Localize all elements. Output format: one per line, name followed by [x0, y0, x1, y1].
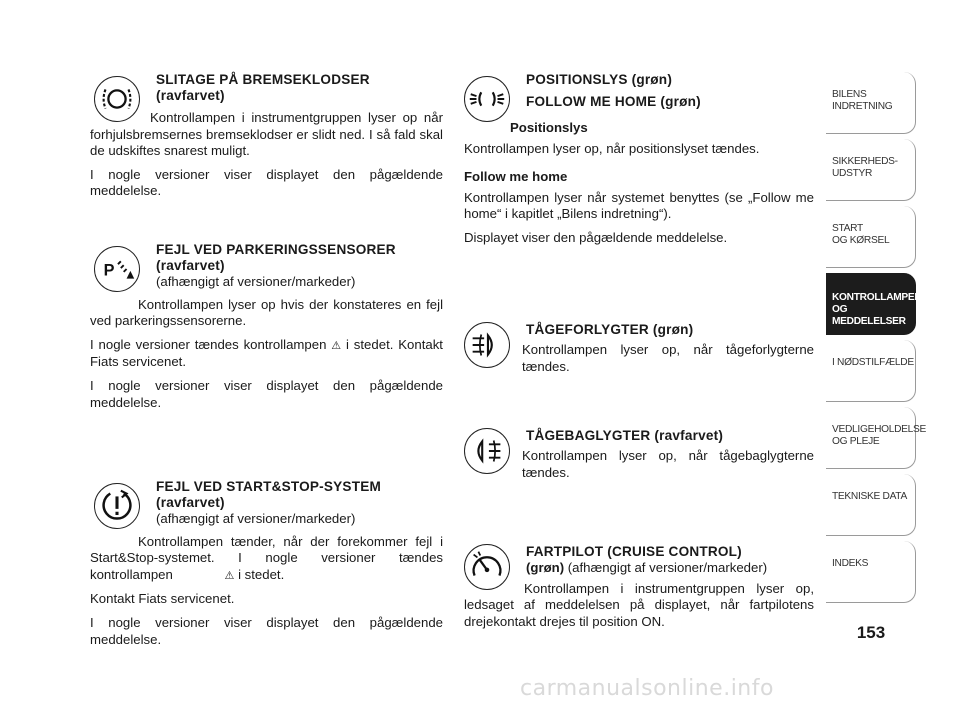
cruise-control-icon	[464, 544, 510, 590]
chapter-tab-2[interactable]	[826, 139, 916, 201]
section-brake-pads	[90, 72, 443, 212]
parking-sensors-color: (ravfarvet)	[156, 258, 225, 273]
brake-pads-title: SLITAGE PÅ BREMSEKLODSER	[156, 72, 370, 87]
follow-me-home-text-2: Displayet viser den pågældende meddelelse.	[464, 229, 728, 245]
cruise-control-subtitle: (grøn) (afhængigt af versioner/markeder)	[526, 560, 768, 575]
start-stop-availability: (afhængigt af versioner/markeder)	[156, 511, 356, 526]
start-stop-title: FEJL VED START&STOP-SYSTEM	[156, 479, 381, 494]
position-lights-icon	[464, 76, 510, 122]
parking-sensor-icon	[94, 246, 140, 292]
chapter-tab-label: SIKKERHEDS- UDSTYR	[832, 156, 898, 179]
rear-fog-text: Kontrollampen lyser op, når tågebaglygterne tændes.	[522, 448, 814, 480]
front-fog-title: TÅGEFORLYGTER (grøn)	[526, 322, 694, 337]
rear-fog-lights-icon	[464, 428, 510, 474]
chapter-tab-label: BILENS INDRETNING	[832, 89, 893, 112]
cruise-control-text: Kontrollampen i instrumentgruppen lyser op, ledsaget af meddelelsen på displayet, når fartpilotens drejekontakt drejes til position ON.	[464, 580, 814, 629]
warning-triangle-icon: ⚠	[331, 339, 342, 352]
chapter-tab-label: I NØDSTILFÆLDE	[832, 357, 914, 368]
chapter-tab-label: START OG KØRSEL	[832, 223, 890, 246]
front-fog-text: Kontrollampen lyser op, når tågeforlygterne tændes.	[522, 342, 814, 374]
chapter-tab-3[interactable]	[826, 206, 916, 268]
section-parking-sensors	[90, 242, 443, 447]
chapter-tab-1[interactable]	[826, 72, 916, 134]
position-lights-subhead: Positionslys	[510, 120, 588, 135]
chapter-tab-4[interactable]	[826, 273, 922, 335]
right-column	[464, 72, 814, 637]
brake-pad-wear-icon	[94, 76, 140, 122]
parking-sensors-text-3: I nogle versioner viser displayet den pågældende meddelelse.	[90, 377, 443, 410]
parking-sensors-text-2: I nogle versioner tændes kontrollampen ⚠ i stedet. Kontakt Fiats servicenet.	[90, 336, 443, 370]
section-start-stop	[90, 479, 443, 648]
parking-sensors-text-1: Kontrollampen lyser op hvis der konstateres en fejl ved parkeringssensorerne.	[90, 296, 443, 329]
section-cruise-control	[464, 544, 814, 630]
svg-text:P: P	[103, 261, 115, 280]
chapter-tab-label: VEDLIGEHOLDELSE OG PLEJE	[832, 424, 927, 447]
section-position-lights	[464, 72, 814, 292]
chapter-tab-label: KONTROLLAMPER OG MEDDELELSER	[832, 292, 922, 327]
follow-me-home-subhead: Follow me home	[464, 169, 568, 185]
start-stop-text-2: Kontakt Fiats servicenet.	[90, 591, 235, 607]
warning-triangle-icon: ⚠	[224, 569, 235, 582]
chapter-tab-7[interactable]	[826, 474, 916, 536]
chapter-tab-5[interactable]	[826, 340, 916, 402]
start-stop-color: (ravfarvet)	[156, 495, 225, 510]
front-fog-lights-icon	[464, 322, 510, 368]
chapter-tab-6[interactable]	[826, 407, 927, 469]
start-stop-text-1: Kontrollampen tænder, når der forekommer fejl i Start&Stop-systemet. I nogle versioner tændes kontrollampen ⚠ i stedet.	[90, 534, 443, 585]
position-lights-text: Kontrollampen lyser op, når positionslyset tændes.	[464, 140, 760, 156]
page-number: 153	[856, 623, 886, 642]
brake-pads-color: (ravfarvet)	[156, 88, 225, 103]
brake-pads-text-1: Kontrollampen i instrumentgruppen lyser op når forhjulsbremsernes bremseklodser er slidt ned. I så fald skal de udskiftes snarest muligt.	[90, 110, 443, 159]
section-front-fog	[464, 322, 814, 422]
position-lights-title: POSITIONSLYS (grøn)	[526, 72, 673, 87]
follow-me-home-title: FOLLOW ME HOME (grøn)	[526, 94, 701, 109]
start-stop-fault-icon	[94, 483, 140, 529]
brake-pads-text-2: I nogle versioner viser displayet den pågældende meddelelse.	[90, 166, 443, 199]
chapter-tab-label: TEKNISKE DATA	[832, 491, 907, 502]
chapter-tab-label: INDEKS	[832, 558, 869, 569]
section-rear-fog	[464, 428, 814, 538]
cruise-control-title: FARTPILOT (CRUISE CONTROL)	[526, 544, 742, 559]
rear-fog-title: TÅGEBAGLYGTER (ravfarvet)	[526, 428, 724, 443]
parking-sensors-title: FEJL VED PARKERINGSSENSORER	[156, 242, 396, 257]
left-column	[90, 72, 443, 655]
parking-sensors-availability: (afhængigt af versioner/markeder)	[156, 274, 356, 289]
follow-me-home-text-1: Kontrollampen lyser når systemet benyttes (se „Follow me home“ i kapitlet „Bilens indretning“).	[464, 189, 814, 222]
watermark: carmanualsonline.info	[520, 676, 774, 701]
chapter-tab-8[interactable]	[826, 541, 916, 603]
start-stop-text-3: I nogle versioner viser displayet den pågældende meddelelse.	[90, 614, 443, 647]
chapter-tabs	[826, 72, 927, 608]
